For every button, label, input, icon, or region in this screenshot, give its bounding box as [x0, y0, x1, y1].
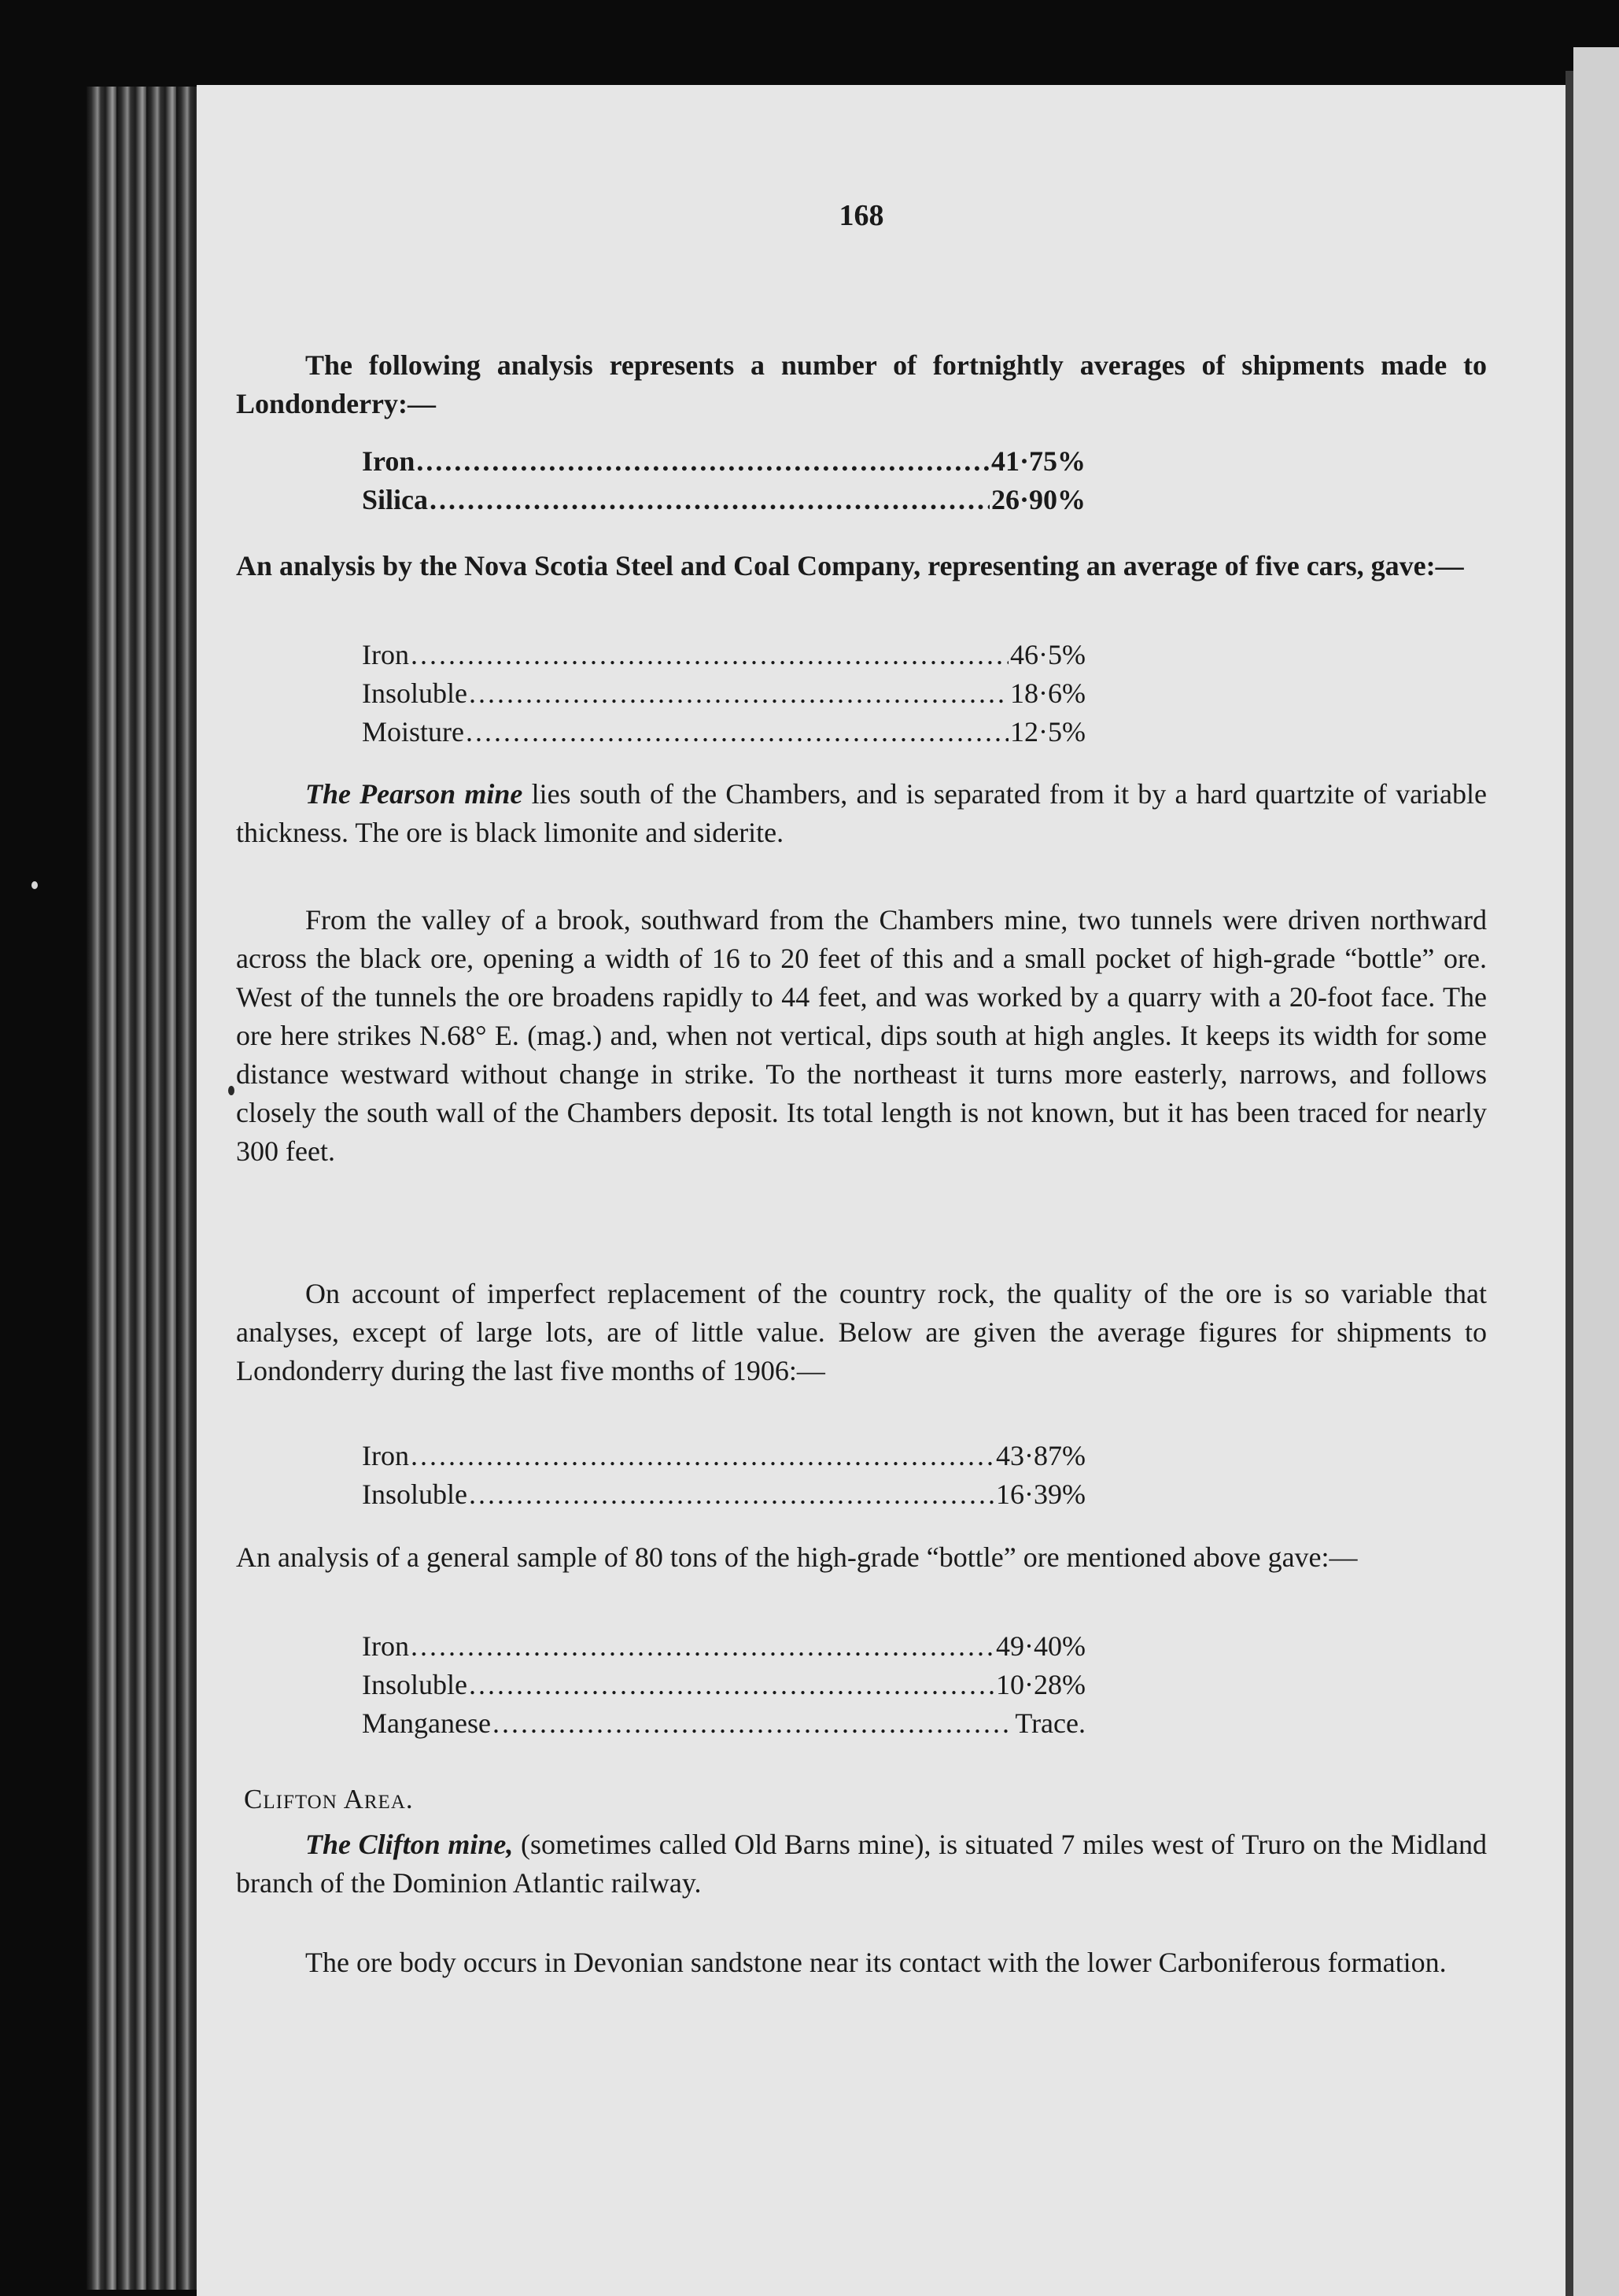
row-value: Trace.: [1015, 1707, 1086, 1739]
paragraph-text: An analysis of a general sample of 80 tons of the high-grade “bottle” ore mentioned above gave:—: [236, 1541, 1358, 1573]
row-value: 26·90%: [990, 484, 1086, 515]
row-label: Insoluble: [362, 677, 467, 709]
analysis-table-1: [362, 442, 1086, 519]
analysis-table-3: [362, 1437, 1086, 1514]
page-number: 168: [839, 199, 884, 232]
table-row: [362, 442, 1086, 481]
table-row: [362, 1666, 1086, 1704]
table-row: [362, 1704, 1086, 1743]
table-row: [362, 1475, 1086, 1514]
paragraph-8: [236, 1943, 1487, 1982]
paragraph-text: From the valley of a brook, southward from the Chambers mine, two tunnels were driven northward across the black ore, opening a width of 16 to 20 feet of this and a small pocket of high-grade “bottle” ore. West of the tunnels the ore broadens rapidly to 44 feet, and was worked by a quarry with a 20-foot face. The ore here strikes N.68° E. (mag.) and, when not vertical, dips south at high angles. It keeps its width for some distance westward without change in strike. To the northeast it turns more easterly, narrows, and follows closely the south wall of the Chambers deposit. Its total length is not known, but it has been traced for nearly 300 feet.: [236, 904, 1487, 1167]
scan-speck: [228, 1086, 234, 1095]
paragraph-body: (sometimes called Old Barns mine), is situated 7 miles west of Truro on the Midland branch of the Dominion Atlantic railway.: [236, 1829, 1487, 1899]
paragraph-body: lies south of the Chambers, and is separated from it by a hard quartzite of variable thickness. The ore is black limonite and siderite.: [236, 778, 1487, 848]
table-row: [362, 1627, 1086, 1666]
scan-speck: [31, 881, 38, 889]
row-value: 18·6%: [1010, 677, 1086, 709]
paragraph-1: [236, 346, 1487, 423]
mine-name: The Clifton mine,: [305, 1829, 514, 1860]
row-value: 10·28%: [996, 1669, 1086, 1700]
paragraph-text: [236, 775, 1487, 852]
row-value: 49·40%: [996, 1630, 1086, 1662]
table-row: [362, 713, 1086, 751]
row-label: Iron: [362, 1440, 409, 1471]
row-label: Iron: [362, 1630, 409, 1662]
row-label: Iron: [362, 639, 409, 670]
paragraph-5: [236, 1275, 1487, 1390]
paragraph-7: [236, 1825, 1487, 1903]
table-row: [362, 481, 1086, 519]
row-value: 46·5%: [1010, 639, 1086, 670]
section-heading: Clifton Area.: [244, 1784, 414, 1814]
paragraph-text: The following analysis represents a number of fortnightly averages of shipments made to Londonderry:—: [236, 349, 1487, 419]
analysis-table-2: [362, 636, 1086, 751]
row-label: Moisture: [362, 716, 464, 747]
paragraph-text: [236, 1825, 1487, 1903]
row-value: 12·5%: [1010, 716, 1086, 747]
row-value: 41·75%: [990, 445, 1086, 477]
table-row: [362, 674, 1086, 713]
paragraph-text-bold: An analysis by the Nova Scotia Steel and Coal Company, representing an average of five cars, gave:—: [236, 550, 1464, 581]
row-label: Insoluble: [362, 1478, 467, 1510]
row-label: Insoluble: [362, 1669, 467, 1700]
book-binding: [87, 87, 197, 2290]
row-label: Manganese: [362, 1707, 491, 1739]
row-value: 16·39%: [996, 1478, 1086, 1510]
paragraph-6: [236, 1538, 1487, 1577]
paragraph-text: [236, 547, 1487, 585]
row-label: Iron: [362, 445, 415, 477]
row-value: 43·87%: [996, 1440, 1086, 1471]
row-label: Silica: [362, 484, 429, 515]
mine-name: The Pearson mine: [305, 778, 523, 810]
paragraph-text: On account of imperfect replacement of the country rock, the quality of the ore is so variable that analyses, except of large lots, are of little value. Below are given the average figures for shipments to Londonderry during the last five months of 1906:—: [236, 1278, 1487, 1386]
table-row: [362, 1437, 1086, 1475]
paragraph-2: [236, 547, 1487, 585]
paragraph-text: The ore body occurs in Devonian sandstone near its contact with the lower Carboniferous formation.: [305, 1947, 1447, 1978]
page-edge: [1566, 71, 1573, 2296]
paragraph-3: [236, 775, 1487, 852]
analysis-table-4: [362, 1627, 1086, 1743]
table-row: [362, 636, 1086, 674]
facing-page-edge: [1573, 47, 1619, 2296]
paragraph-4: [236, 901, 1487, 1171]
